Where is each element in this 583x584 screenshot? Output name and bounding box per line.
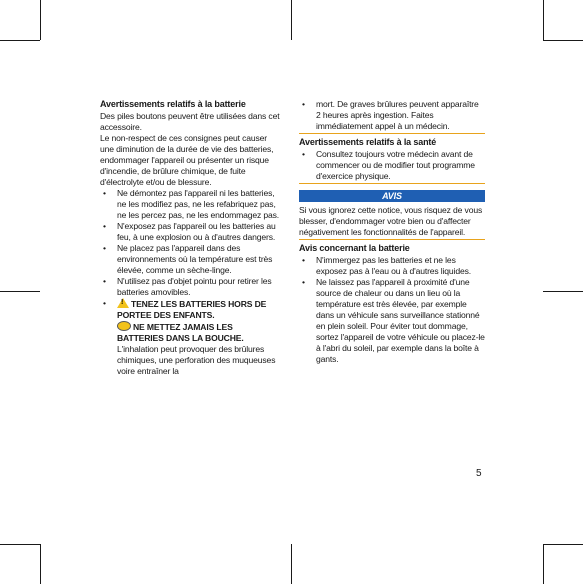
divider [299,239,485,240]
left-column [100,99,280,377]
crop-mark [40,0,41,40]
crop-mark [543,544,583,545]
battery-warnings-heading: Avertissements relatifs à la batterie [100,99,246,109]
crop-mark [543,544,544,584]
warning-text: NE METTEZ JAMAIS LES BATTERIES DANS LA BOUCHE. [117,322,244,343]
crop-mark [291,0,292,40]
warning-detail: L'inhalation peut provoquer des brûlures chimiques, une perforation des muqueuses voire entraîner la [117,344,276,376]
notice-banner: AVIS [299,190,485,202]
battery-notice-heading: Avis concernant la batterie [299,243,410,253]
list-item: • Ne placez pas l'appareil dans des environnements où la température est très élevée, comme un sèche-linge. [100,243,280,276]
crop-mark [0,291,40,292]
list-item: • Consultez toujours votre médecin avant de commencer ou de modifier tout programme d'exercice physique. [299,149,485,182]
crop-mark [543,40,583,41]
list-item: • N'exposez pas l'appareil ou les batteries au feu, à une explosion ou à d'autres dangers. [100,221,280,243]
bullet-list [299,99,485,132]
page-number: 5 [476,468,482,479]
divider [299,133,485,134]
list-item: • Ne laissez pas l'appareil à proximité d'une source de chaleur ou dans un lieu où la température est très élevée, par exemple dans un véhicule sans surveillance stationné en plein soleil. Pour éviter tout dommage, sortez l'appareil de votre véhicule ou placez-le à l'abri du soleil, par exemple dans la boîte à gants. [299,277,485,365]
list-item [100,298,280,377]
list-item: • N'immergez pas les batteries et ne les exposez pas à l'eau ou à d'autres liquides. [299,255,485,277]
crop-mark [291,544,292,584]
warning-text: TENEZ LES BATTERIES HORS DE PORTEE DES ENFANTS. [117,299,267,320]
right-column [299,99,485,365]
continuation-text: mort. De graves brûlures peuvent apparaître 2 heures après ingestion. Faites immédiatement appel à un médecin. [316,99,479,131]
divider [299,183,485,184]
health-warnings-heading: Avertissements relatifs à la santé [299,137,437,147]
paragraph: Le non-respect de ces consignes peut causer une diminution de la durée de vie des batteries, endommager l'appareil ou présenter un risque d'incendie, de brûlure chimique, de fuite d'électrolyte et/ou de blessure. [100,133,274,187]
bullet-list [299,255,485,365]
crop-mark [40,544,41,584]
bullet-list [100,188,280,377]
crop-mark [0,40,40,41]
notice-text: Si vous ignorez cette notice, vous risquez de vous blesser, d'endommager votre bien ou d'affecter négativement les fonctionnalités de l'appareil. [299,205,483,237]
crop-mark [0,544,40,545]
warning-triangle-icon [117,298,129,308]
battery-icon [117,321,131,331]
list-item: • Ne démontez pas l'appareil ni les batteries, ne les modifiez pas, ne les refabriquez pas, ne les percez pas, ne les endommagez pas. [100,188,280,221]
crop-mark [543,291,583,292]
paragraph: Des piles boutons peuvent être utilisées dans cet accessoire. [100,111,280,132]
crop-mark [543,0,544,40]
list-item-continuation [299,99,485,132]
bullet-list [299,149,485,182]
list-item: • N'utilisez pas d'objet pointu pour retirer les batteries amovibles. [100,276,280,298]
